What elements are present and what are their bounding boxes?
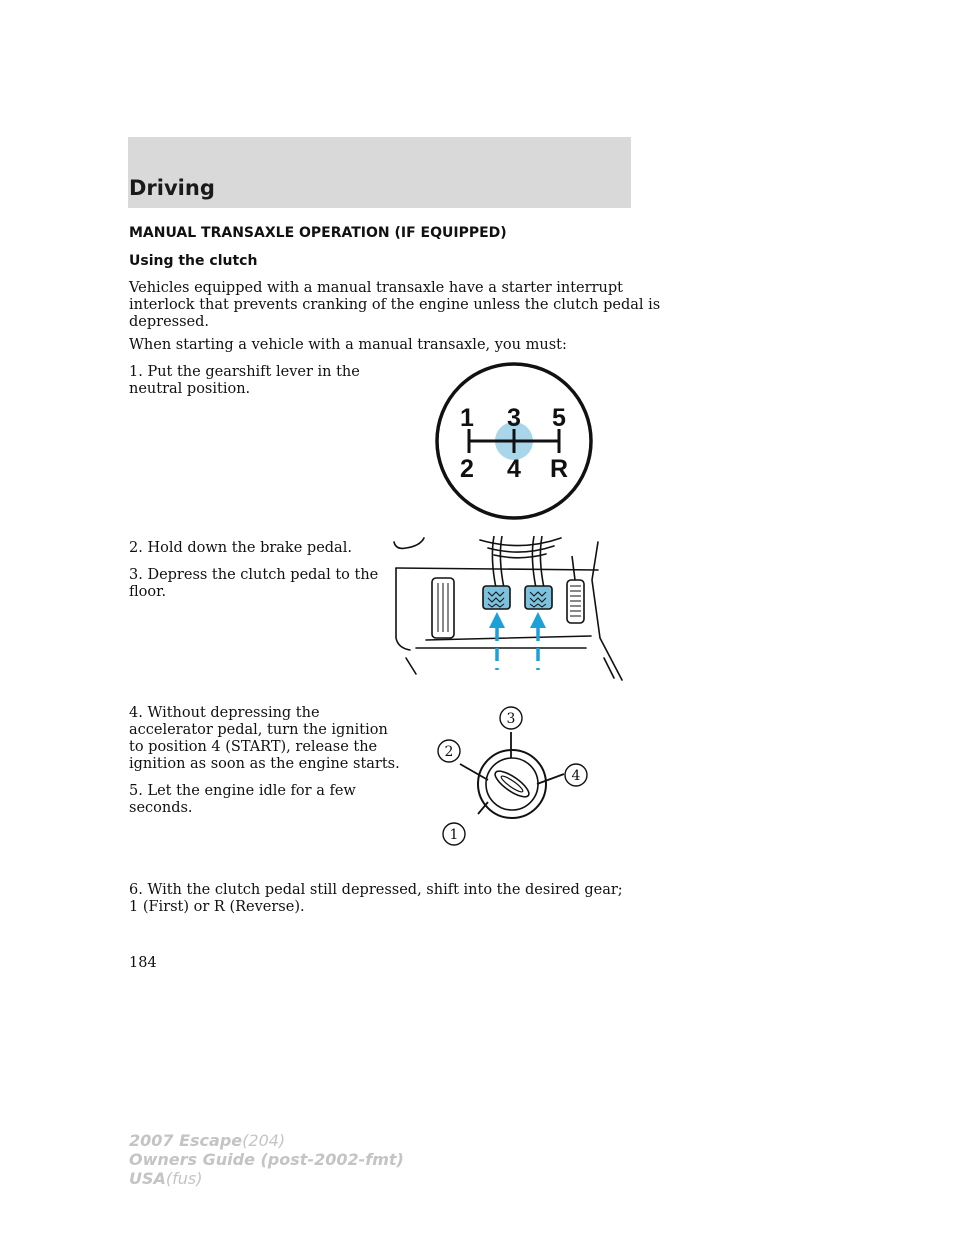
lead-paragraph: When starting a vehicle with a manual transaxle, you must: xyxy=(129,337,567,353)
key-slot-inner xyxy=(500,774,525,794)
position-1-leader xyxy=(478,802,488,814)
footer-model: 2007 Escape xyxy=(129,1131,243,1150)
gear-label-4: 4 xyxy=(507,455,521,483)
steering-column-line-2 xyxy=(488,546,554,552)
footer-market-code: (fus) xyxy=(165,1169,203,1188)
footer-market: USA xyxy=(129,1169,166,1188)
pedals-figure xyxy=(386,528,626,688)
gearshift-pattern-figure xyxy=(433,360,597,524)
page-number: 184 xyxy=(129,955,157,971)
intro-paragraph: Vehicles equipped with a manual transaxle have a starter interrupt interlock that prevents cranking of the engine unless the clutch pedal is depressed. xyxy=(129,280,661,330)
position-4-leader xyxy=(537,774,564,784)
step-4: 4. Without depressing the accelerator pedal, turn the ignition to position 4 (START), release the ignition as soon as the engine starts. xyxy=(129,705,400,772)
subsection-heading: Using the clutch xyxy=(129,253,258,269)
ignition-switch-figure xyxy=(430,700,590,860)
press-arrows xyxy=(489,612,546,670)
footer-model-code: (204) xyxy=(242,1131,286,1150)
gear-label-2: 2 xyxy=(460,455,474,483)
footer-line-2 xyxy=(129,1150,404,1169)
footwell-top-line xyxy=(396,568,598,570)
document-footer xyxy=(129,1131,404,1188)
page-title: MANUAL TRANSAXLE OPERATION (IF EQUIPPED) xyxy=(129,225,507,241)
footrest xyxy=(432,578,454,638)
clutch-pedal xyxy=(483,536,510,609)
brake-pedal xyxy=(525,536,552,609)
ignition-label-1: 1 xyxy=(449,827,459,843)
step-3: 3. Depress the clutch pedal to the floor. xyxy=(129,567,379,600)
section-title: Driving xyxy=(129,176,215,200)
footer-guide: Owners Guide (post-2002-fmt) xyxy=(129,1150,404,1169)
footer-line-3 xyxy=(129,1169,404,1188)
ignition-label-2: 2 xyxy=(444,744,454,760)
footer-line-1 xyxy=(129,1131,404,1150)
ignition-cylinder xyxy=(486,758,538,810)
gear-label-1: 1 xyxy=(460,404,474,432)
gear-label-3: 3 xyxy=(507,404,521,432)
ignition-bezel xyxy=(478,750,546,818)
steering-column-line-3 xyxy=(494,554,546,558)
step-6: 6. With the clutch pedal still depressed, shift into the desired gear; 1 (First) or R (Reverse). xyxy=(129,882,623,915)
ignition-label-4: 4 xyxy=(571,768,581,784)
step-5: 5. Let the engine idle for a few seconds. xyxy=(129,783,356,816)
key-slot xyxy=(492,767,533,801)
gear-label-r: R xyxy=(549,455,569,483)
step-2: 2. Hold down the brake pedal. xyxy=(129,540,352,556)
dash-trim-left xyxy=(394,538,424,548)
step-1: 1. Put the gearshift lever in the neutral position. xyxy=(129,364,360,397)
floor-mark-left xyxy=(406,658,416,674)
gear-label-5: 5 xyxy=(552,404,566,432)
right-panel-edge xyxy=(592,542,622,680)
footwell-left-line xyxy=(396,568,410,650)
ignition-label-3: 3 xyxy=(506,711,516,727)
accelerator-pedal xyxy=(567,556,584,623)
